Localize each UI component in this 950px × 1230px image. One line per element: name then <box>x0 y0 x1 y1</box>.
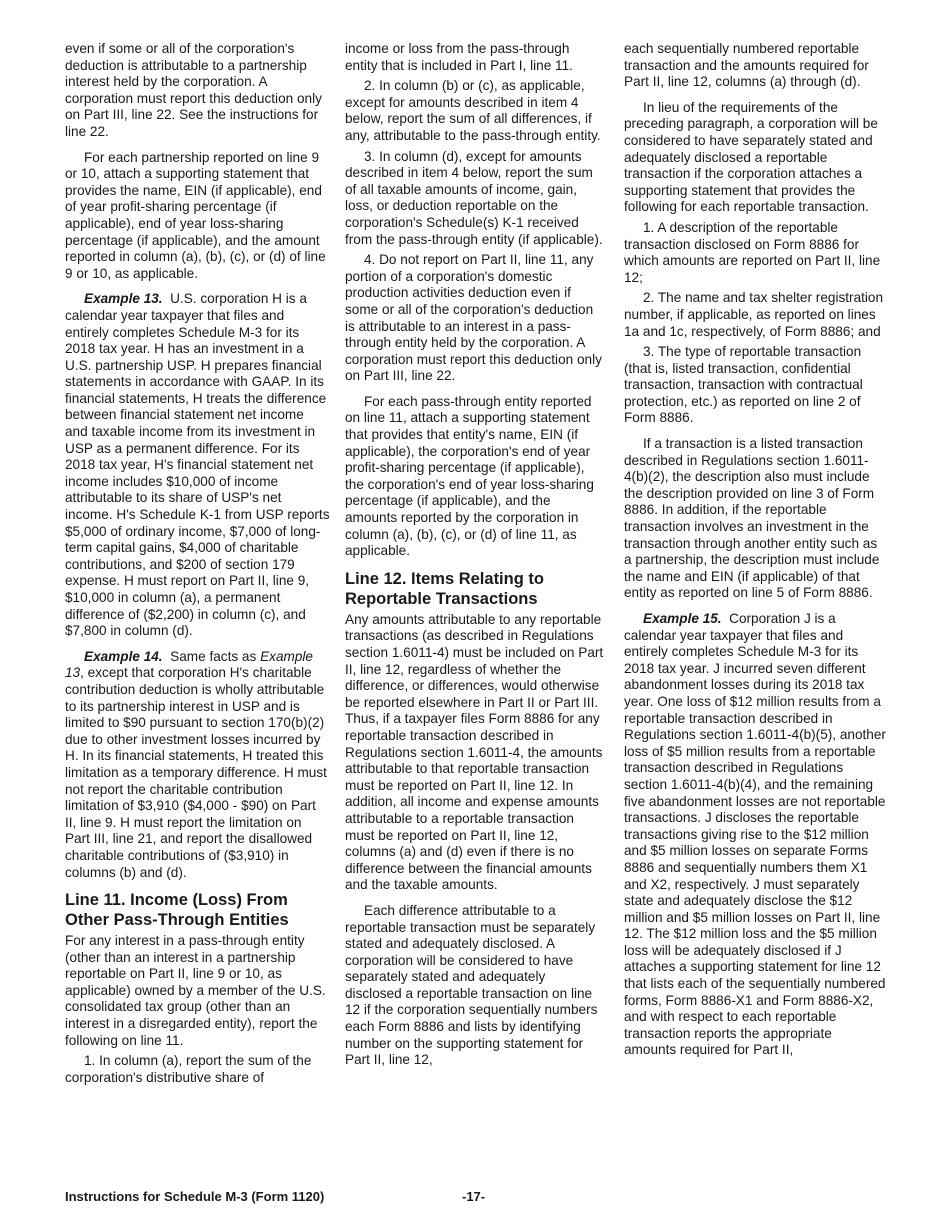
list-item: 2. In column (b) or (c), as applicable, except for amounts described in item 4 below, report the sum of all differences, if any, attributable to the pass-through entity. <box>345 78 601 143</box>
section-heading: Line 12. Items Relating to Reportable Transactions <box>345 569 544 608</box>
example-13 <box>65 291 330 639</box>
column-middle <box>345 41 605 1078</box>
list-item: 4. Do not report on Part II, line 11, any portion of a corporation's domestic production activities deduction even if some or all of the corporation's deduction is attributable to an interest in a pass-through entity held by the corporation. A corporation must report this deduction only on Part III, line 22. <box>345 252 602 384</box>
list-item: 2. The name and tax shelter registration number, if applicable, as reported on lines 1a and 1c, respectively, of Form 8886; and <box>624 290 884 339</box>
paragraph: each sequentially numbered reportable transaction and the amounts required for Part II, line 12, columns (a) through (d). <box>624 41 869 90</box>
paragraph: even if some or all of the corporation's deduction is attributable to a partnership interest held by the corporation. A corporation must report this deduction only on Part III, line 22. See the instructions for line 22. <box>65 41 322 139</box>
example-14 <box>65 649 330 881</box>
footer-title: Instructions for Schedule M-3 (Form 1120) <box>65 1189 325 1204</box>
paragraph: For each pass-through entity reported on line 11, attach a supporting statement that provides that entity's name, EIN (if applicable), the corporation's end of year profit-sharing percentage (if applicable), the corporation's end of year loss-sharing percentage (if applicable), and the amounts reported by the corporation in column (a), (b), (c), or (d) of line 11, as applicable. <box>345 393 594 559</box>
paragraph: Each difference attributable to a reportable transaction must be separately stated and adequately disclosed. A corporation will be considered to have separately stated and adequately disclosed a reportable transaction on line 12 if the corporation sequentially numbers each Form 8886 and lists by identifying number on the supporting statement for Part II, line 12, <box>345 902 598 1068</box>
example-text: , except that corporation H's charitable contribution deduction is wholly attributable to its partnership interest in USP and is limited to $90 pursuant to section 170(b)(2) due to other investment losses incurred by H. In its financial statements, H treated this limitation as a temporary difference. H must not report the charitable contribution limitation of $3,910 ($4,000 - $90) on Part II, line 9. H must report the limitation on Part III, line 21, and report the disallowed charitable contributions of ($3,910) in columns (b) and (d). <box>65 665 327 880</box>
list-item: income or loss from the pass-through entity that is included in Part I, line 11. <box>345 41 573 73</box>
paragraph: Any amounts attributable to any reportable transactions (as described in Regulations section 1.6011-4) must be included on Part II, line 12, regardless of whether the difference, or differences, would otherwise be reported elsewhere in Part II or Part III. Thus, if a taxpayer files Form 8886 for any reportable transaction described in Regulations section 1.6011-4, the amounts attributable to that reportable transaction must be reported on Part II, line 12. In addition, all income and expense amounts attributable to a reportable transaction must be reported on Part II, line 12, columns (a) and (d) even if there is no difference between the financial amounts and the taxable amounts. <box>345 611 604 893</box>
list-item: 1. A description of the reportable transaction disclosed on Form 8886 for which amounts are reported on Part II, line 12; <box>624 219 881 285</box>
example-label: Example 15. <box>643 611 722 626</box>
paragraph: For each partnership reported on line 9 or 10, attach a supporting statement that provides the name, EIN (if applicable), end of year profit-sharing percentage (if applicable), end of year loss-sharing percentage (if applicable), and the amount reported in column (a), (b), (c), or (d) of line 9 or 10, as applicable. <box>65 149 326 281</box>
column-left <box>65 41 330 1095</box>
paragraph: For any interest in a pass-through entity (other than an interest in a partnership reportable on Part II, line 9 or 10, as applicable) owned by a member of the U.S. consolidated tax group (other than an interest in a disregarded entity), report the following on line 11. <box>65 933 326 1048</box>
list-item: 1. In column (a), report the sum of the corporation's distributive share of <box>65 1053 312 1085</box>
example-text: Same facts as <box>170 648 257 664</box>
example-text: U.S. corporation H is a calendar year taxpayer that files and entirely completes Schedule M-3 for its 2018 tax year. H has an investment in a U.S. partnership USP. H prepares financial statements in accordance with GAAP. In its financial statements, H treats the difference between financial statement net income and taxable income from its investment in USP as a permanent difference. For its 2018 tax year, H's financial statement net income includes $10,000 of income attributable to its share of USP's net income. H's Schedule K-1 from USP reports $5,000 of ordinary income, $7,000 of long-term capital gains, $4,000 of charitable contributions, and $200 of section 179 expense. H must report on Part II, line 9, $10,000 in column (a), a permanent difference of ($2,200) in column (c), and $7,800 in column (d). <box>65 291 330 639</box>
example-reference: Example 13 <box>65 648 313 681</box>
column-right <box>624 41 887 1068</box>
list-item: 3. In column (d), except for amounts described in item 4 below, report the sum of all taxable amounts of income, gain, loss, or deduction reportable on the corporation's Schedule(s) K-1 received from the pass-through entity (if applicable). <box>345 148 603 247</box>
example-label: Example 13. <box>84 291 163 307</box>
paragraph: If a transaction is a listed transaction described in Regulations section 1.6011-4(b)(2), the description also must include the description provided on line 3 of Form 8886. In addition, if the reportable transaction involves an investment in the transaction through another entity such as a partnership, the description must include the name and EIN (if applicable) of that entity as reported on line 5 of Form 8886. <box>624 436 880 601</box>
example-text: Corporation J is a calendar year taxpayer that files and entirely completes Schedule M-3 for its 2018 tax year. J incurred seven different abandonment losses during its 2018 tax year. One loss of $12 million results from a reportable transaction described in Regulations section 1.6011-4(b)(5), another loss of $5 million results from a reportable transaction described in Regulations section 1.6011-4(b)(4), and the remaining five abandonment losses are not reportable transactions. J discloses the reportable transactions giving rise to the $12 million and $5 million losses on separate Forms 8886 and sequentially numbers them X1 and X2, respectively. J must separately state and adequately disclose the $12 million and $5 million losses on Part II, line 12. The $12 million loss and the $5 million loss will be adequately disclosed if J attaches a supporting statement for line 12 that lists each of the sequentially numbered forms, Form 8886-X1 and Form 8886-X2, and with respect to each reportable transaction reports the appropriate amounts required for Part II, <box>624 611 886 1058</box>
page-number: -17- <box>462 1189 486 1204</box>
paragraph: In lieu of the requirements of the preceding paragraph, a corporation will be considered to have separately stated and adequately disclosed a reportable transaction if the corporation attaches a supporting statement that provides the following for each reportable transaction. <box>624 99 878 215</box>
list-item: 3. The type of reportable transaction (that is, listed transaction, confidential transaction, transaction with contractual protection, etc.) as reported on line 2 of Form 8886. <box>624 344 863 426</box>
example-label: Example 14. <box>84 648 163 664</box>
example-15 <box>624 611 887 1059</box>
section-heading: Line 11. Income (Loss) From Other Pass-Through Entities <box>65 891 289 930</box>
